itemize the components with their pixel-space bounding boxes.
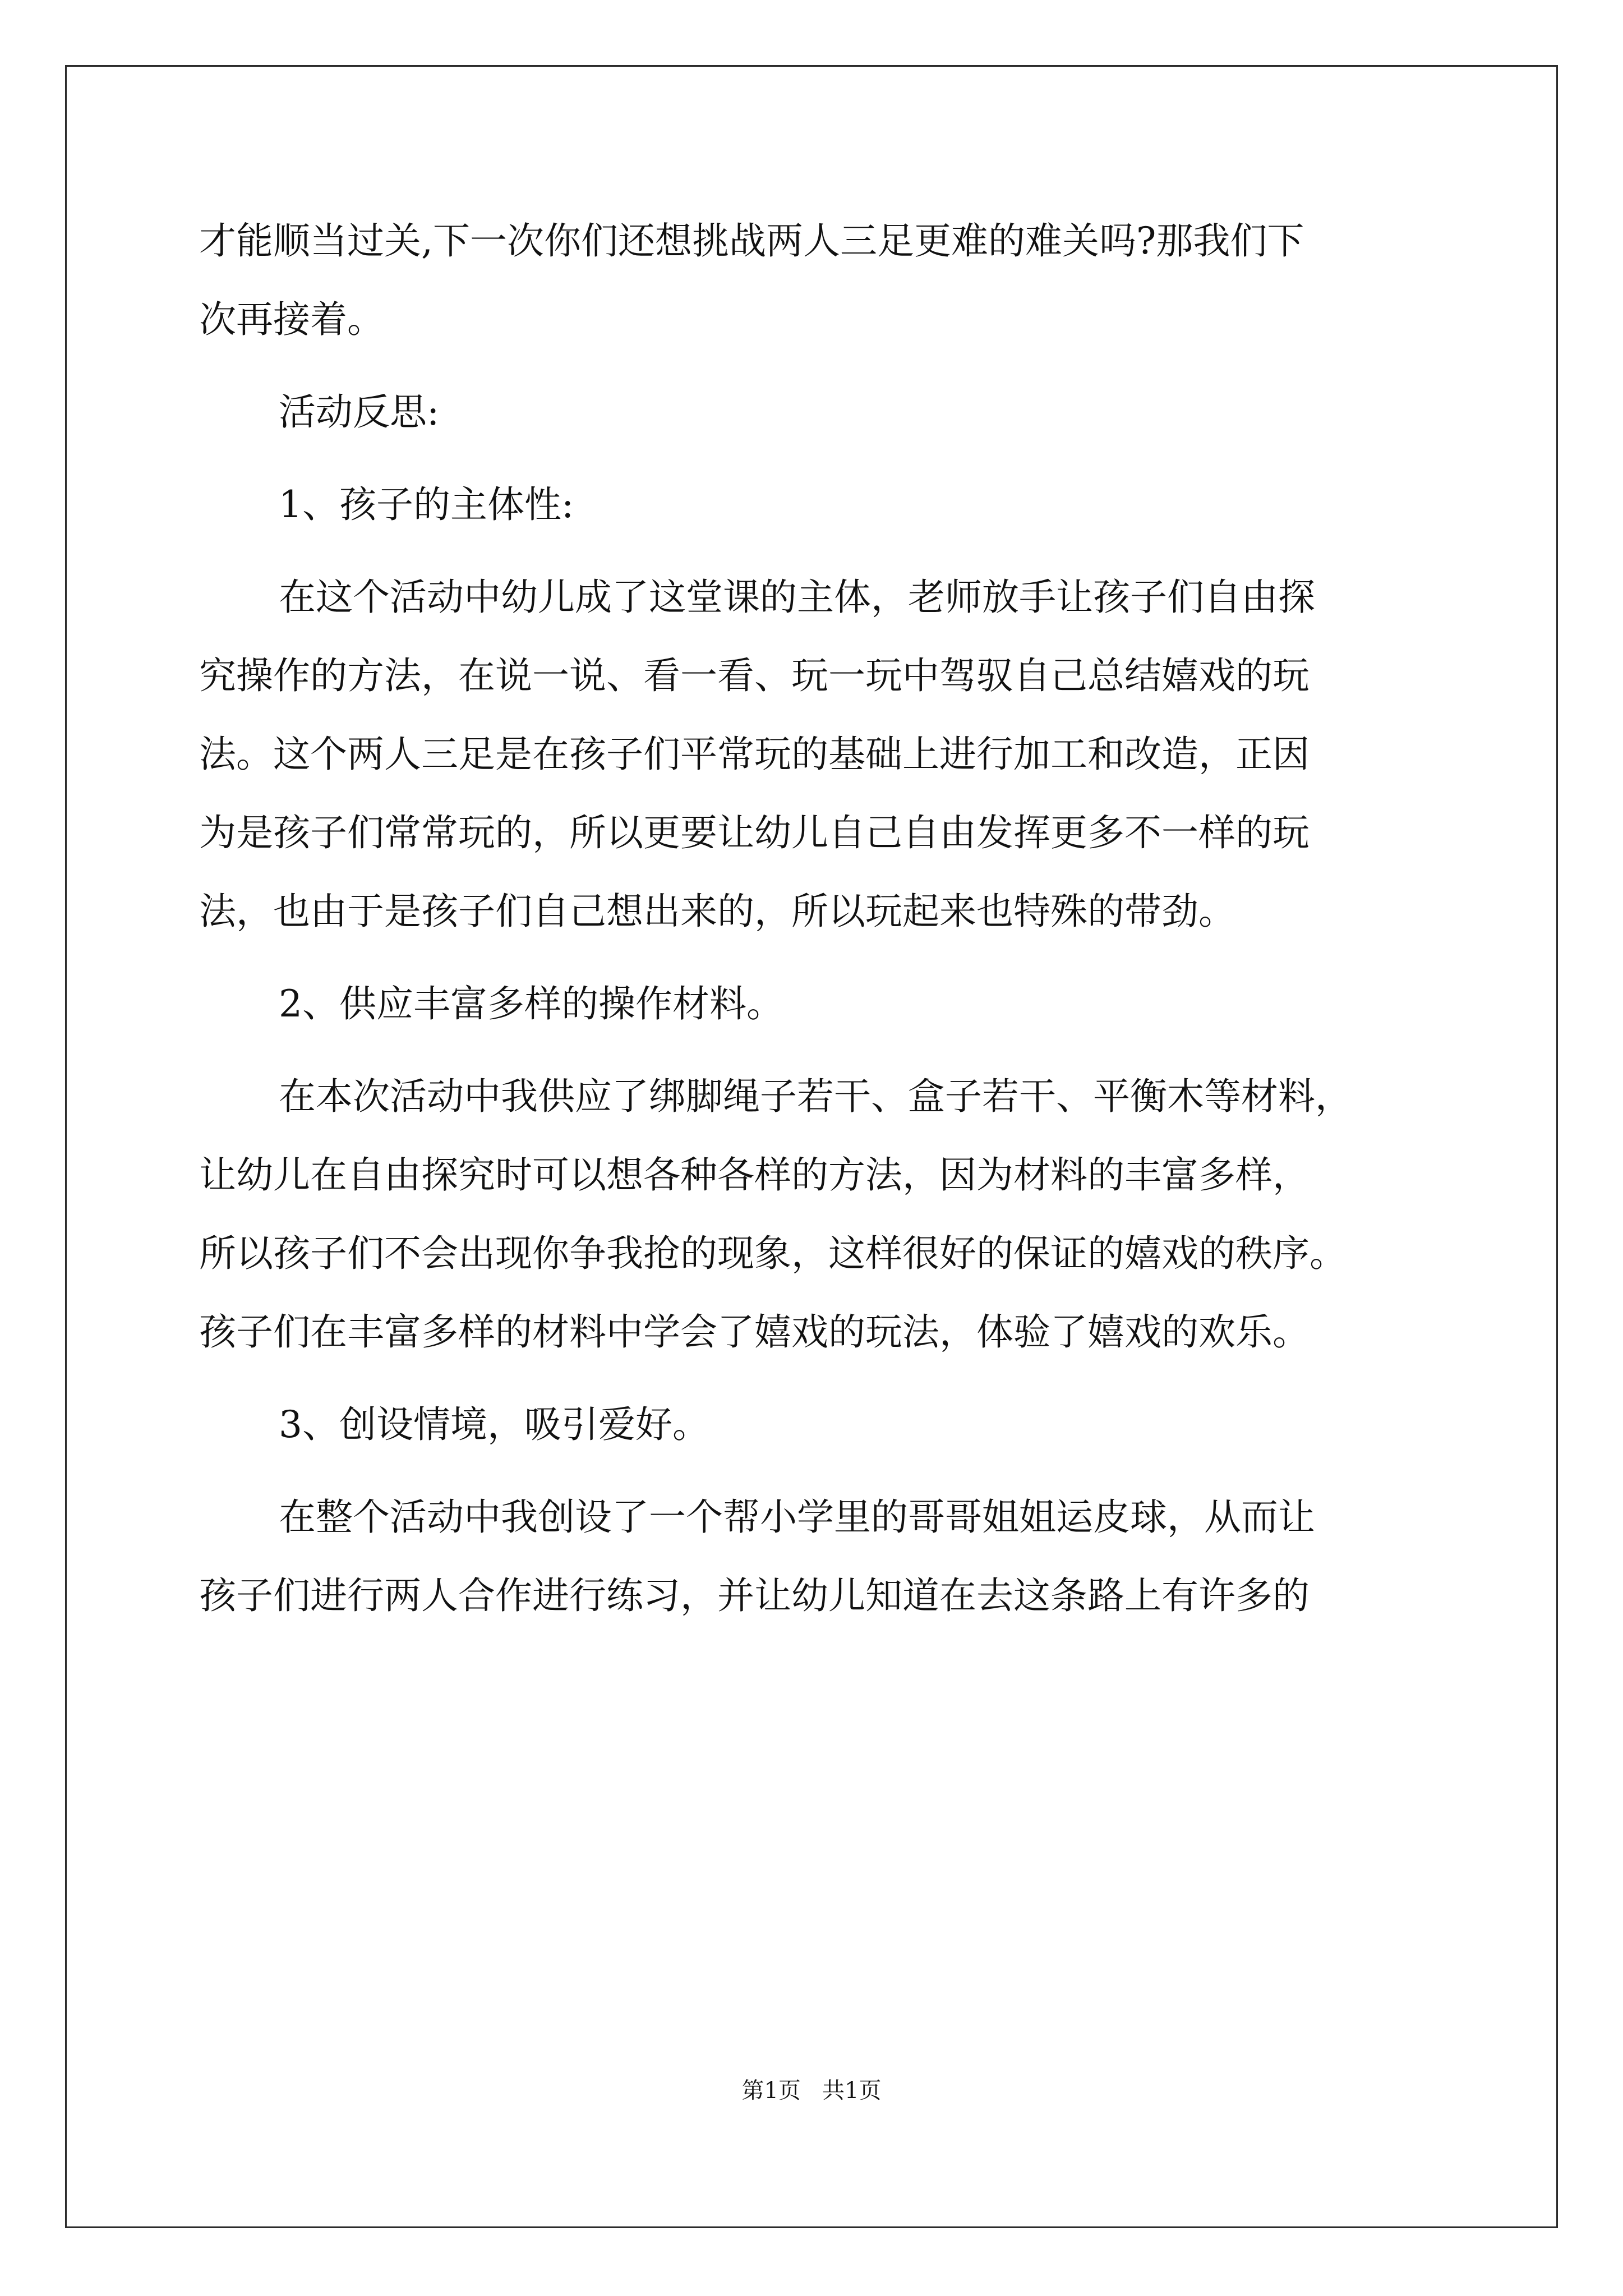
paragraph-line: 次再接着。 bbox=[199, 298, 384, 341]
paragraph-line: 孩子们进行两人合作进行练习，并让幼儿知道在去这条路上有许多的 bbox=[199, 1574, 1310, 1617]
paragraph-line: 究操作的方法，在说一说、看一看、玩一玩中驾驭自己总结嬉戏的玩 bbox=[199, 654, 1310, 697]
paragraph-line: 法。这个两人三足是在孩子们平常玩的基础上进行加工和改造，正因 bbox=[199, 733, 1310, 776]
paragraph-line: 法，也由于是孩子们自己想出来的，所以玩起来也特殊的带劲。 bbox=[199, 890, 1235, 933]
paragraph-line: 让幼儿在自由探究时可以想各种各样的方法，因为材料的丰富多样， bbox=[199, 1153, 1310, 1197]
paragraph-line: 才能顺当过关,下一次你们还想挑战两人三足更难的难关吗?那我们下 bbox=[199, 219, 1304, 263]
paragraph-line: 在整个活动中我创设了一个帮小学里的哥哥姐姐运皮球，从而让 bbox=[279, 1496, 1315, 1539]
page-footer: 第1页 共1页 bbox=[741, 2078, 882, 2104]
subsection-heading: 2、供应丰富多样的操作材料。 bbox=[279, 982, 783, 1025]
paragraph-line: 所以孩子们不会出现你争我抢的现象，这样很好的保证的嬉戏的秩序。 bbox=[199, 1232, 1347, 1275]
paragraph-line: 在本次活动中我供应了绑脚绳子若干、盒子若干、平衡木等材料， bbox=[279, 1075, 1352, 1118]
paragraph-line: 孩子们在丰富多样的材料中学会了嬉戏的玩法，体验了嬉戏的欢乐。 bbox=[199, 1310, 1310, 1354]
subsection-heading: 1、孩子的主体性: bbox=[279, 483, 574, 526]
paragraph-line: 在这个活动中幼儿成了这堂课的主体，老师放手让孩子们自由探 bbox=[279, 576, 1315, 619]
subsection-heading: 3、创设情境，吸引爱好。 bbox=[279, 1403, 709, 1446]
paragraph-line: 为是孩子们常常玩的，所以更要让幼儿自己自由发挥更多不一样的玩 bbox=[199, 811, 1310, 854]
section-heading: 活动反思: bbox=[279, 390, 440, 434]
